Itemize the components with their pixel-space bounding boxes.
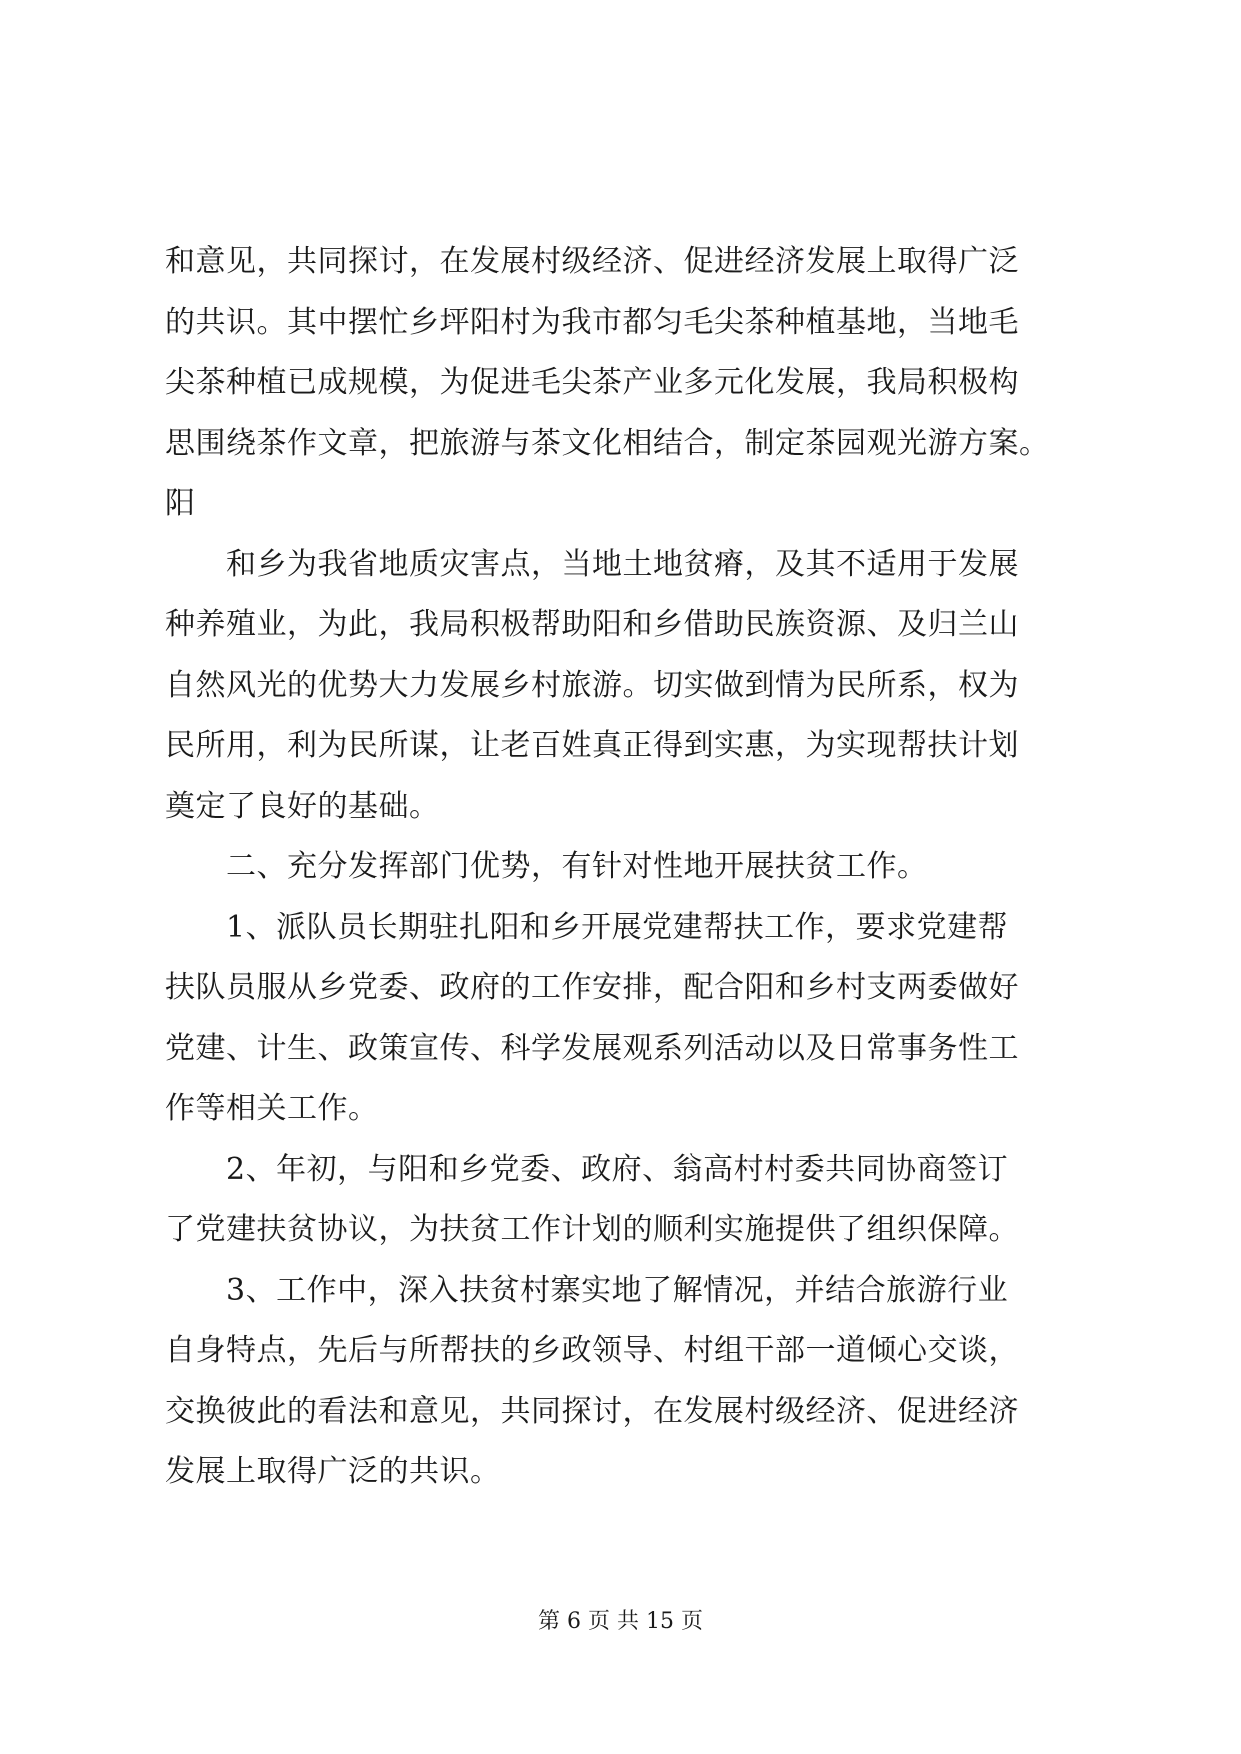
text-line: 党建、计生、政策宣传、科学发展观系列活动以及日常事务性工	[165, 1030, 1019, 1066]
text-line: 了党建扶贫协议，为扶贫工作计划的顺利实施提供了组织保障。	[165, 1212, 1019, 1247]
text-line: 2、年初，与阳和乡党委、政府、翁高村村委共同协商签订	[165, 1151, 1009, 1187]
text-line: 发展上取得广泛的共识。	[165, 1454, 501, 1489]
text-line: 和乡为我省地质灾害点，当地土地贫瘠，及其不适用于发展	[165, 546, 1019, 582]
section-heading: 二、充分发挥部门优势，有针对性地开展扶贫工作。	[165, 849, 928, 884]
text-line: 自然风光的优势大力发展乡村旅游。切实做到情为民所系，权为	[165, 667, 1019, 703]
text-line: 3、工作中，深入扶贫村寨实地了解情况，并结合旅游行业	[165, 1272, 1009, 1308]
text-line: 作等相关工作。	[165, 1091, 379, 1126]
text-line: 尖茶种植已成规模，为促进毛尖茶产业多元化发展，我局积极构	[165, 365, 1019, 400]
text-line: 自身特点，先后与所帮扶的乡政领导、村组干部一道倾心交谈，	[165, 1333, 1019, 1368]
text-line: 种养殖业，为此，我局积极帮助阳和乡借助民族资源、及归兰山	[165, 607, 1019, 642]
text-line: 思围绕茶作文章，把旅游与茶文化相结合，制定茶园观光游方案。	[165, 425, 1050, 461]
text-line: 1、派队员长期驻扎阳和乡开展党建帮扶工作，要求党建帮	[165, 909, 1009, 945]
text-line: 奠定了良好的基础。	[165, 788, 440, 824]
text-line: 扶队员服从乡党委、政府的工作安排，配合阳和乡村支两委做好	[165, 970, 1019, 1005]
text-line: 阳	[165, 486, 196, 521]
document-body	[165, 232, 1080, 1503]
text-line: 和意见，共同探讨，在发展村级经济、促进经济发展上取得广泛	[165, 244, 1019, 279]
text-line: 民所用，利为民所谋，让老百姓真正得到实惠，为实现帮扶计划	[165, 728, 1019, 763]
text-line: 的共识。其中摆忙乡坪阳村为我市都匀毛尖茶种植基地，当地毛	[165, 304, 1019, 340]
text-line: 交换彼此的看法和意见，共同探讨，在发展村级经济、促进经济	[165, 1393, 1019, 1429]
page-number-footer: 第 6 页 共 15 页	[538, 1609, 703, 1634]
